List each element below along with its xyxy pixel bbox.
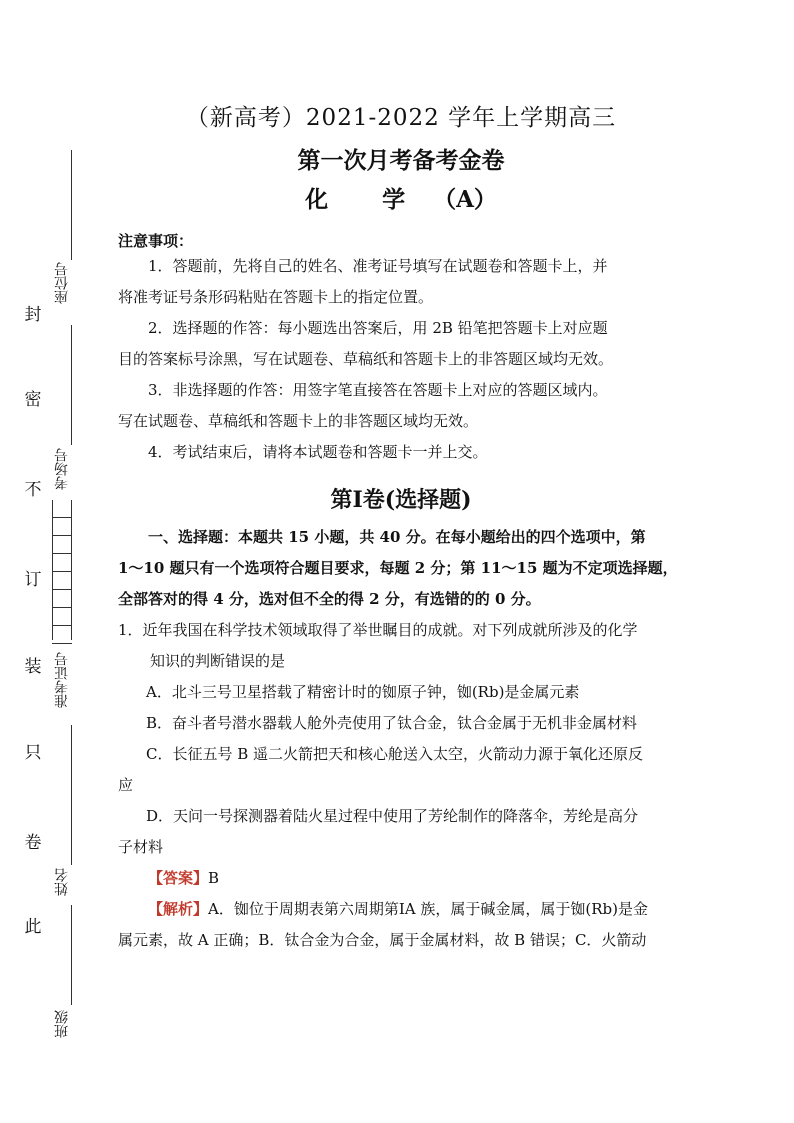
binding-line: [71, 905, 72, 1005]
answer-line: [118, 863, 684, 894]
exam-subtitle: 第一次月考备考金卷: [297, 147, 505, 174]
binding-line: [71, 325, 72, 445]
seat-number-label: 座位号: [54, 262, 70, 304]
subject-char-2: 学: [382, 186, 406, 213]
option-b: B．奋斗者号潜水器载人舱外壳使用了钛合金，钛合金属于无机非金属材料: [146, 714, 638, 732]
subject-title: [118, 182, 684, 218]
analysis-cont: 属元素，故 A 正确；B．钛合金为合金，属于金属材料，故 B 错误；C．火箭动: [118, 931, 647, 949]
note-item-cont: 将准考证号条形码粘贴在答题卡上的指定位置。: [118, 288, 434, 306]
note-item: 2．选择题的作答：每小题选出答案后，用 2B 铅笔把答题卡上对应题: [148, 319, 608, 337]
exam-room-boxes: [52, 500, 72, 640]
seal-char: 订: [24, 570, 42, 590]
subject-char-1: 化: [305, 186, 329, 213]
binding-line: [71, 725, 72, 865]
notes-heading: 注意事项：: [118, 232, 194, 250]
seal-char: 密: [24, 390, 42, 410]
option-c-cont: 应: [118, 776, 134, 794]
question-stem: 1．近年我国在科学技术领域取得了举世瞩目的成就。对下列成就所涉及的化学: [118, 621, 638, 639]
paper-variant: （A）: [433, 186, 497, 213]
option-c: C．长征五号 B 遥二火箭把天和核心舱送入太空，火箭动力源于氧化还原反: [146, 745, 644, 763]
analysis-line: [118, 894, 684, 925]
seal-char: 此: [24, 917, 42, 937]
question-stem-cont: 知识的判断错误的是: [150, 652, 286, 670]
note-item-cont: 目的答案标号涂黑，写在试题卷、草稿纸和答题卡上的非答题区域均无效。: [118, 350, 614, 368]
section-title: 第Ⅰ卷(选择题): [330, 487, 472, 513]
analysis-tag: 【解析】: [148, 900, 209, 918]
section-instructions-cont: 全部答对的得 4 分，选对但不全的得 2 分，有选错的的 0 分。: [118, 590, 541, 608]
exam-content: [118, 100, 684, 956]
seal-char: 封: [24, 305, 42, 325]
option-a: A．北斗三号卫星搭载了精密计时的铷原子钟，铷(Rb)是金属元素: [146, 683, 580, 701]
option-d: D．天问一号探测器着陆火星过程中使用了芳纶制作的降落伞，芳纶是高分: [146, 807, 639, 825]
seal-char: 只: [24, 743, 42, 763]
exam-title: （新高考）2021-2022 学年上学期高三: [185, 105, 617, 131]
seal-char: 装: [24, 657, 42, 677]
section-instructions-cont: 1～10 题只有一个选项符合题目要求，每题 2 分；第 11～15 题为不定项选择题，: [118, 559, 678, 577]
admission-number-label: 准考证号: [54, 652, 70, 708]
note-item: 3．非选择题的作答：用签字笔直接答在答题卡上对应的答题区域内。: [148, 381, 608, 399]
section-instructions: 一、选择题：本题共 15 小题，共 40 分。在每小题给出的四个选项中，第: [148, 528, 646, 546]
class-label: 班级: [54, 1010, 70, 1038]
binding-line: [71, 150, 72, 260]
binding-margin: [0, 0, 110, 1123]
note-item: 1．答题前，先将自己的姓名、准考证号填写在试题卷和答题卡上，并: [148, 257, 608, 275]
seal-char: 卷: [24, 833, 42, 853]
note-item: 4．考试结束后，请将本试题卷和答题卡一并上交。: [148, 443, 488, 461]
option-d-cont: 子材料: [118, 838, 164, 856]
seal-char: 不: [24, 480, 42, 500]
analysis-text: A．铷位于周期表第六周期第ⅠA 族，属于碱金属，属于铷(Rb)是金: [208, 900, 648, 918]
exam-room-label: 考场号: [54, 448, 70, 490]
note-item-cont: 写在试题卷、草稿纸和答题卡上的非答题区域均无效。: [118, 412, 479, 430]
answer-value: B: [208, 869, 220, 887]
answer-tag: 【答案】: [148, 869, 209, 887]
name-label: 姓名: [54, 868, 70, 896]
